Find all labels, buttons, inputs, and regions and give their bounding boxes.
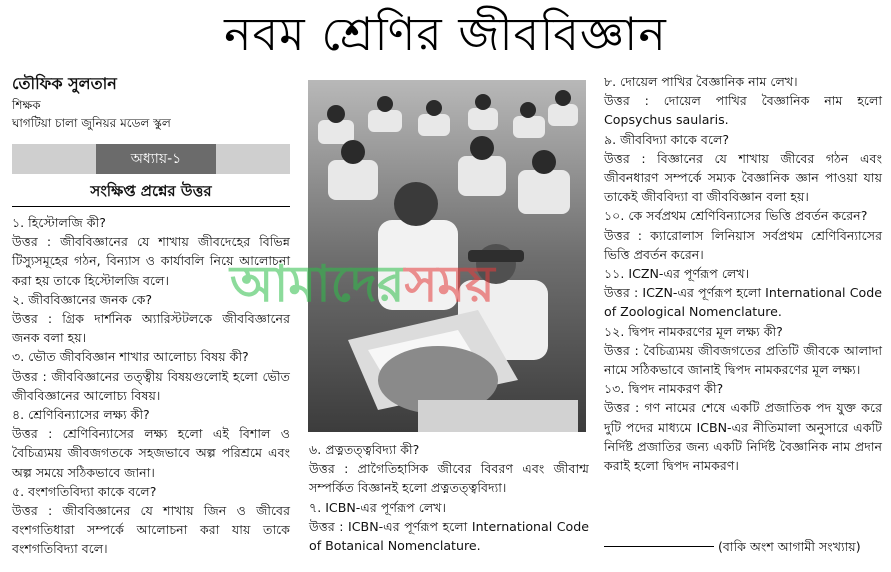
answer-9: উত্তর : বিজ্ঞানের যে শাখায় জীবের গঠন এবং জীবনধারণ সম্পর্কে সম্যক বৈজ্ঞানিক জ্ঞান পাওয়া যায় তাকেই জীববিদ্যা বা জীববিজ্ঞান বলা হয়। <box>604 150 882 205</box>
question-13: ১৩. দ্বিপদ নামকরণ কী? <box>604 381 724 397</box>
answer-7: উত্তর : ICBN-এর পূর্ণরূপ হলো International Code of Botanical Nomenclature. <box>309 518 589 554</box>
question-2: ২. জীববিজ্ঞানের জনক কে? <box>12 291 153 307</box>
question-4: ৪. শ্রেণিবিন্যাসের লক্ষ্য কী? <box>12 407 150 423</box>
question-11: ১১. ICZN-এর পূর্ণরূপ লেখ। <box>604 266 750 282</box>
students-writing-image <box>308 80 586 432</box>
answer-2: উত্তর : গ্রিক দার্শনিক অ্যারিস্টটলকে জীববিজ্ঞানের জনক বলা হয়। <box>12 311 290 346</box>
question-3: ৩. ভৌত জীববিজ্ঞান শাখার আলোচ্য বিষয় কী? <box>12 349 249 365</box>
question-1: ১. হিস্টোলজি কী? <box>12 215 106 230</box>
column-right <box>604 72 882 475</box>
answer-4: উত্তর : শ্রেণিবিন্যাসের লক্ষ্য হলো এই বিশাল ও বৈচিত্র্যময় জীবজগতকে সহজভাবে অল্প পরিশ্রমে এবং অল্প সময়ে সঠিকভাবে জানা। <box>12 426 290 480</box>
answer-11: উত্তর : ICZN-এর পূর্ণরূপ হলো International Code of Zoological Nomenclature. <box>604 285 882 320</box>
question-5: ৫. বংশগতিবিদ্যা কাকে বলে? <box>12 483 157 499</box>
question-6: ৬. প্রত্নতত্ত্ববিদ্যা কী? <box>309 442 420 457</box>
page-title: নবম শ্রেণির জীববিজ্ঞান <box>224 7 667 61</box>
chapter-label: অধ্যায়-১ <box>96 144 216 174</box>
watermark-part1: আমাদের <box>230 255 405 313</box>
answer-3: উত্তর : জীববিজ্ঞানের তত্ত্বীয় বিষয়গুলোই হলো ভৌত জীববিজ্ঞানের আলোচ্য বিষয়। <box>12 368 290 403</box>
answer-1: উত্তর : জীববিজ্ঞানের যে শাখায় জীবদেহের বিভিন্ন টিস্যুসমূহের গঠন, বিন্যাস ও কার্যাবলি নিয়ে আলোচনা করা হয় তাকে হিস্টোলজি বলে। <box>12 234 290 288</box>
footer-divider <box>604 546 714 547</box>
chapter-bar <box>12 144 290 174</box>
answer-5: উত্তর : জীববিজ্ঞানের যে শাখায় জিন ও জীবের বংশগতিধারা সম্পর্কে আলোচনা করা যায় তাকে বংশগতিবিদ্যা বলে। <box>12 503 290 557</box>
column-middle <box>309 440 589 555</box>
answer-10: উত্তর : ক্যারোলাস লিনিয়াস সর্বপ্রথম শ্রেণিবিন্যাসের ভিত্তি প্রবর্তন করেন। <box>604 227 882 262</box>
author-school: ঘাগটিয়া চালা জুনিয়র মডেল স্কুল <box>12 116 171 130</box>
watermark-part2: সময় <box>404 255 495 313</box>
question-9: ৯. জীববিদ্যা কাকে বলে? <box>604 131 730 147</box>
column-left <box>12 72 290 559</box>
answer-13: উত্তর : গণ নামের শেষে একটি প্রজাতিক পদ যুক্ত করে দুটি পদের মাধ্যমে ICBN-এর নীতিমালা অনুসারে একটি নির্দিষ্ট প্রজাতির জন্য একটি নির্দিষ্ট বৈজ্ঞানিক নাম প্রদান করাই হলো দ্বিপদ নামকরণ। <box>604 400 882 474</box>
question-8: ৮. দোয়েল পাখির বৈজ্ঞানিক নাম লেখ। <box>604 74 798 89</box>
question-12: ১২. দ্বিপদ নামকরণের মূল লক্ষ্য কী? <box>604 323 783 339</box>
author-role: শিক্ষক <box>12 98 41 112</box>
question-7: ৭. ICBN-এর পূর্ণরূপ লেখ। <box>309 499 446 515</box>
author-name: তৌফিক সুলতান <box>12 74 117 93</box>
question-10: ১০. কে সর্বপ্রথম শ্রেণিবিন্যাসের ভিত্তি প্রবর্তন করেন? <box>604 208 868 224</box>
answer-12: উত্তর : বৈচিত্র্যময় জীবজগতের প্রতিটি জীবকে আলাদা নামে সঠিকভাবে জানাই দ্বিপদ নামকরণের মূল লক্ষ্য। <box>604 342 882 378</box>
section-heading: সংক্ষিপ্ত প্রশ্নের উত্তর <box>12 178 290 207</box>
classroom-photo <box>308 80 586 432</box>
answer-6: উত্তর : প্রাগৈতিহাসিক জীবের বিবরণ এবং জীবাশ্ম সম্পর্কিত বিজ্ঞানই হলো প্রত্নতত্ত্ববিদ্যা। <box>309 461 589 496</box>
continued-note: (বাকি অংশ আগামী সংখ্যায়) <box>718 539 861 554</box>
answer-8: উত্তর : দোয়েল পাখির বৈজ্ঞানিক নাম হলো Copsychus saularis. <box>604 93 882 128</box>
